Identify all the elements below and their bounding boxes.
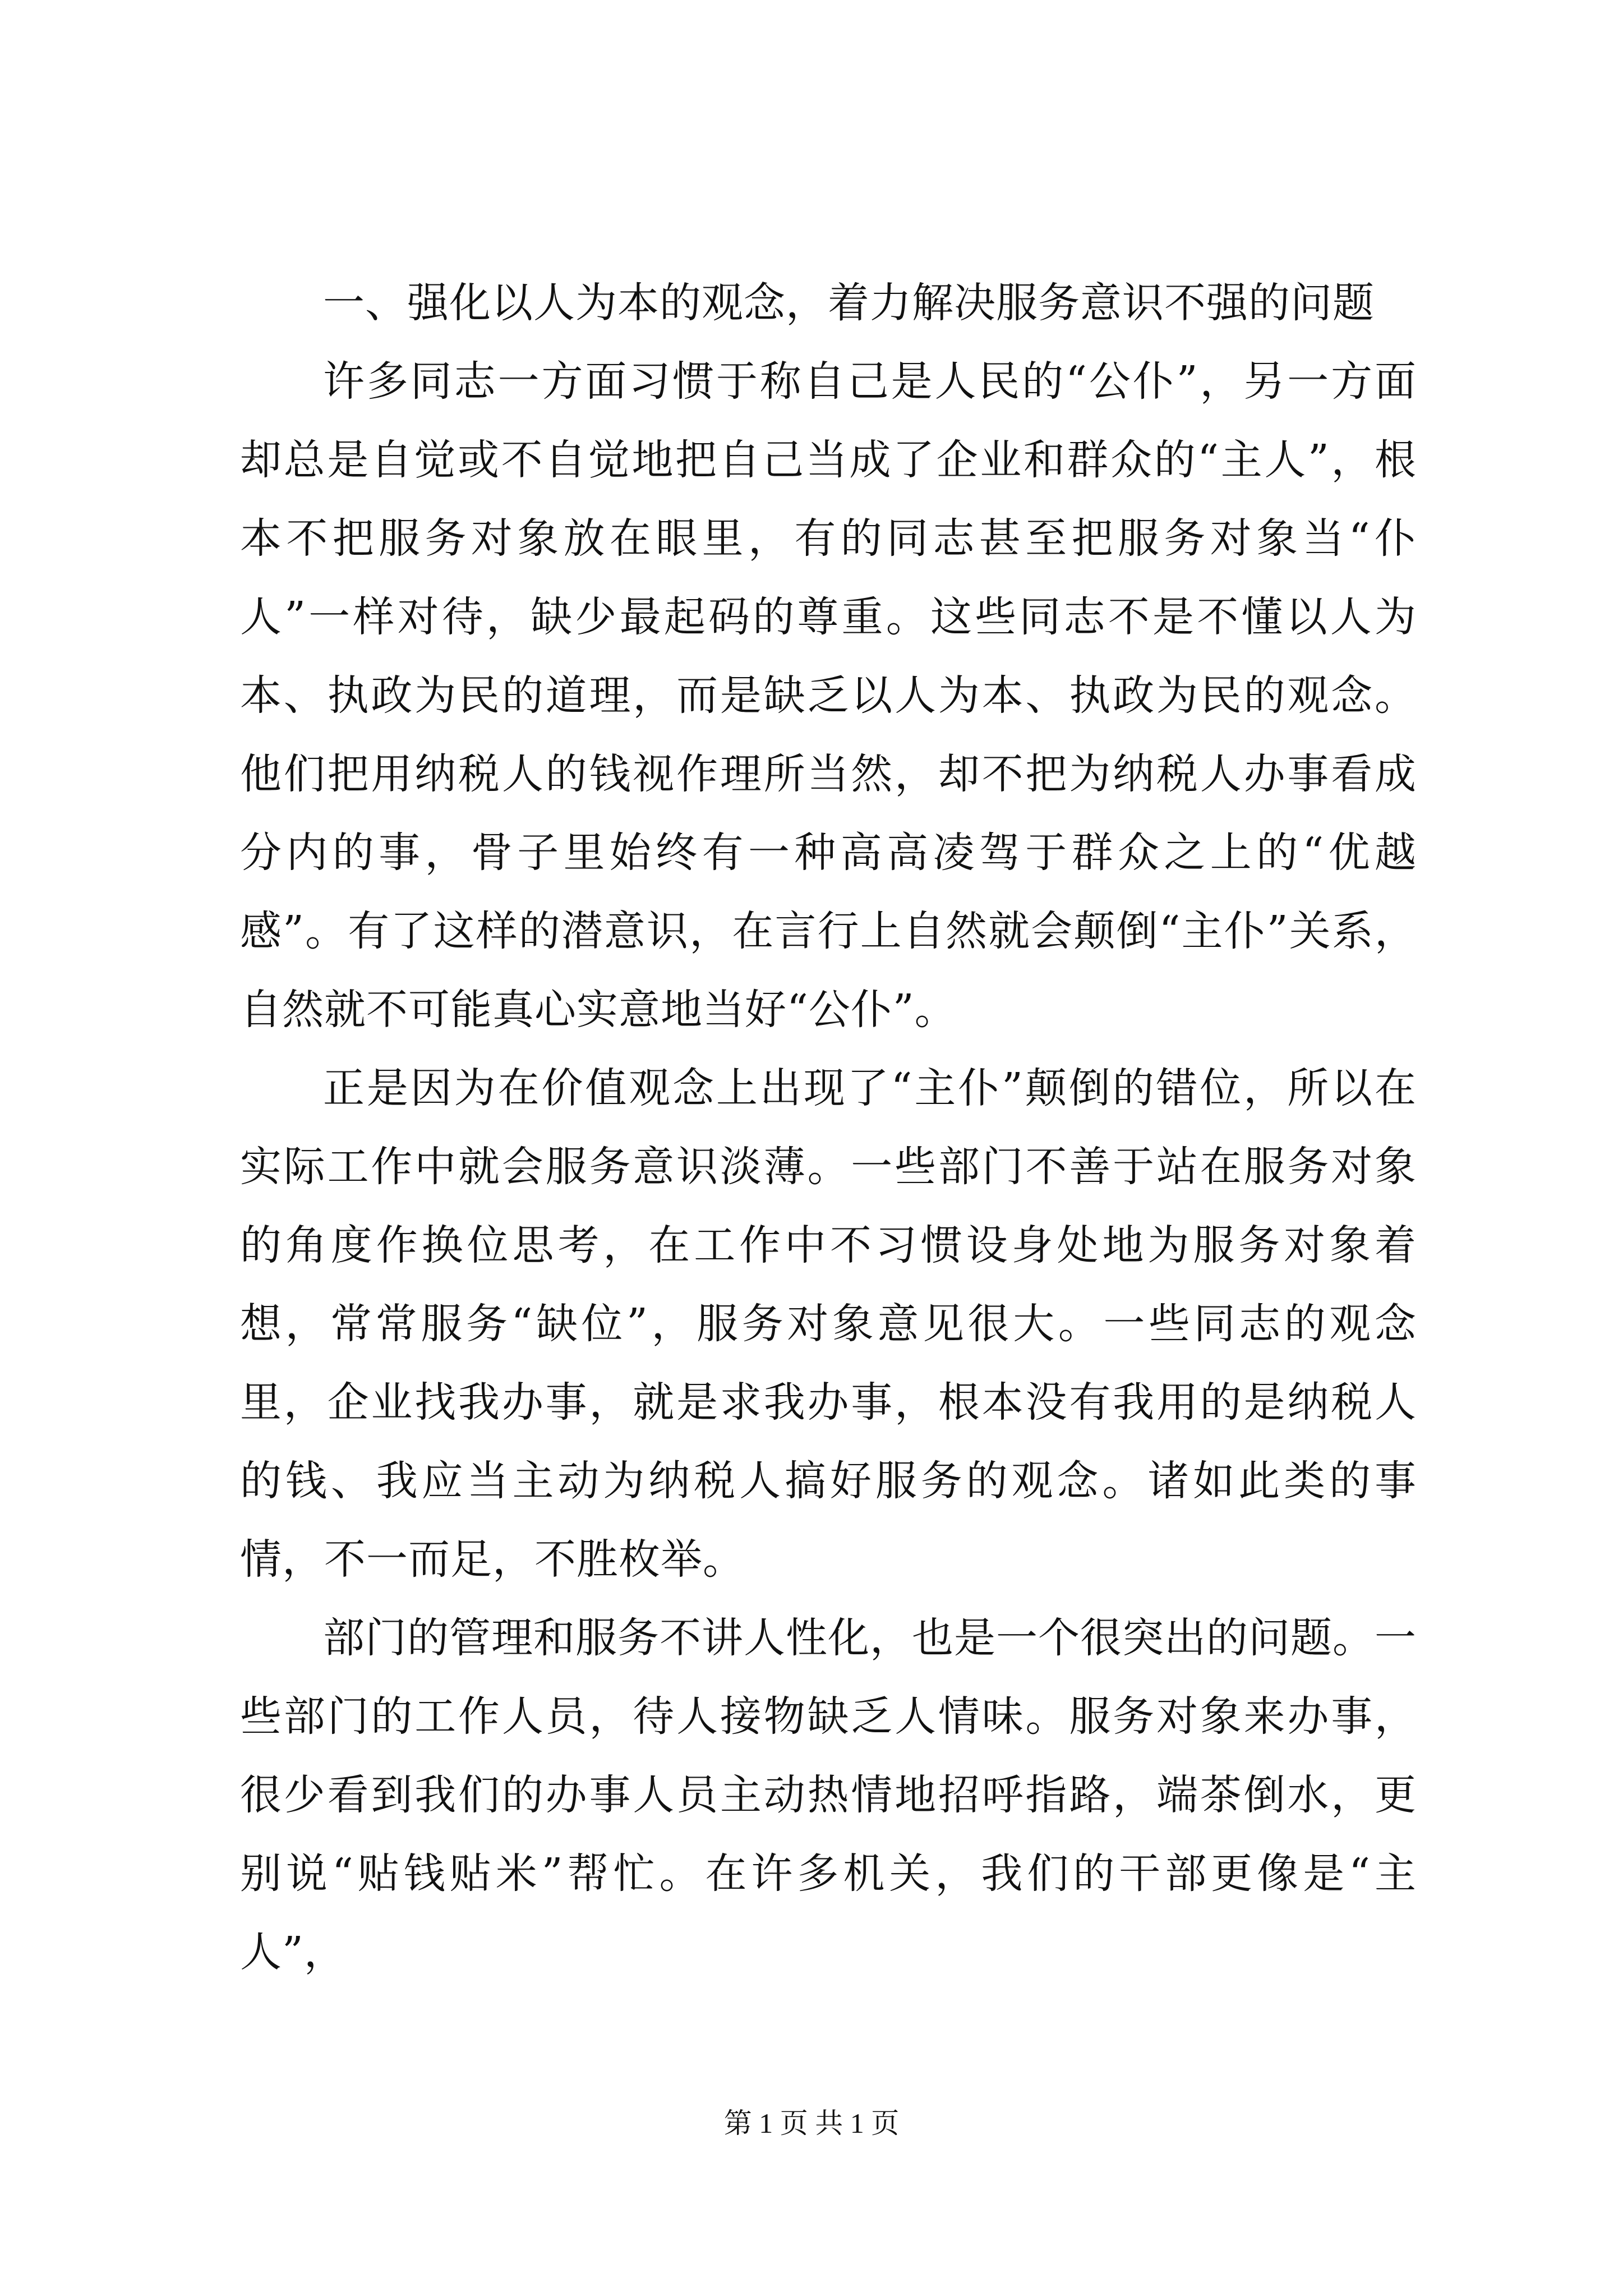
paragraph-3: 部门的管理和服务不讲人性化，也是一个很突出的问题。一些部门的工作人员，待人接物缺乏人情味。服务对象来办事，很少看到我们的办事人员主动热情地招呼指路，端茶倒水，更别说“贴钱贴米”帮忙。在许多机关，我们的干部更像是“主人”， [240,1614,1417,1976]
page-number-footer: 第 1 页 共 1 页 [723,2108,900,2139]
section-heading: 一、强化以人为本的观念，着力解决服务意识不强的问题 [323,279,1375,327]
paragraph-1: 许多同志一方面习惯于称自己是人民的“公仆”，另一方面却总是自觉或不自觉地把自己当成了企业和群众的“主人”，根本不把服务对象放在眼里，有的同志甚至把服务对象当“仆人”一样对待，缺少最起码的尊重。这些同志不是不懂以人为本、执政为民的道理，而是缺乏以人为本、执政为民的观念。他们把用纳税人的钱视作理所当然，却不把为纳税人办事看成分内的事，骨子里始终有一种高高凌驾于群众之上的“优越感”。有了这样的潜意识，在言行上自然就会颠倒“主仆”关系，自然就不可能真心实意地当好“公仆”。 [240,357,1417,1034]
paragraph-2: 正是因为在价值观念上出现了“主仆”颠倒的错位，所以在实际工作中就会服务意识淡薄。一些部门不善于站在服务对象的角度作换位思考，在工作中不习惯设身处地为服务对象着想，常常服务“缺位”，服务对象意见很大。一些同志的观念里，企业找我办事，就是求我办事，根本没有我用的是纳税人的钱、我应当主动为纳税人搞好服务的观念。诸如此类的事情，不一而足，不胜枚举。 [240,1064,1417,1584]
document-body [240,264,1417,1991]
